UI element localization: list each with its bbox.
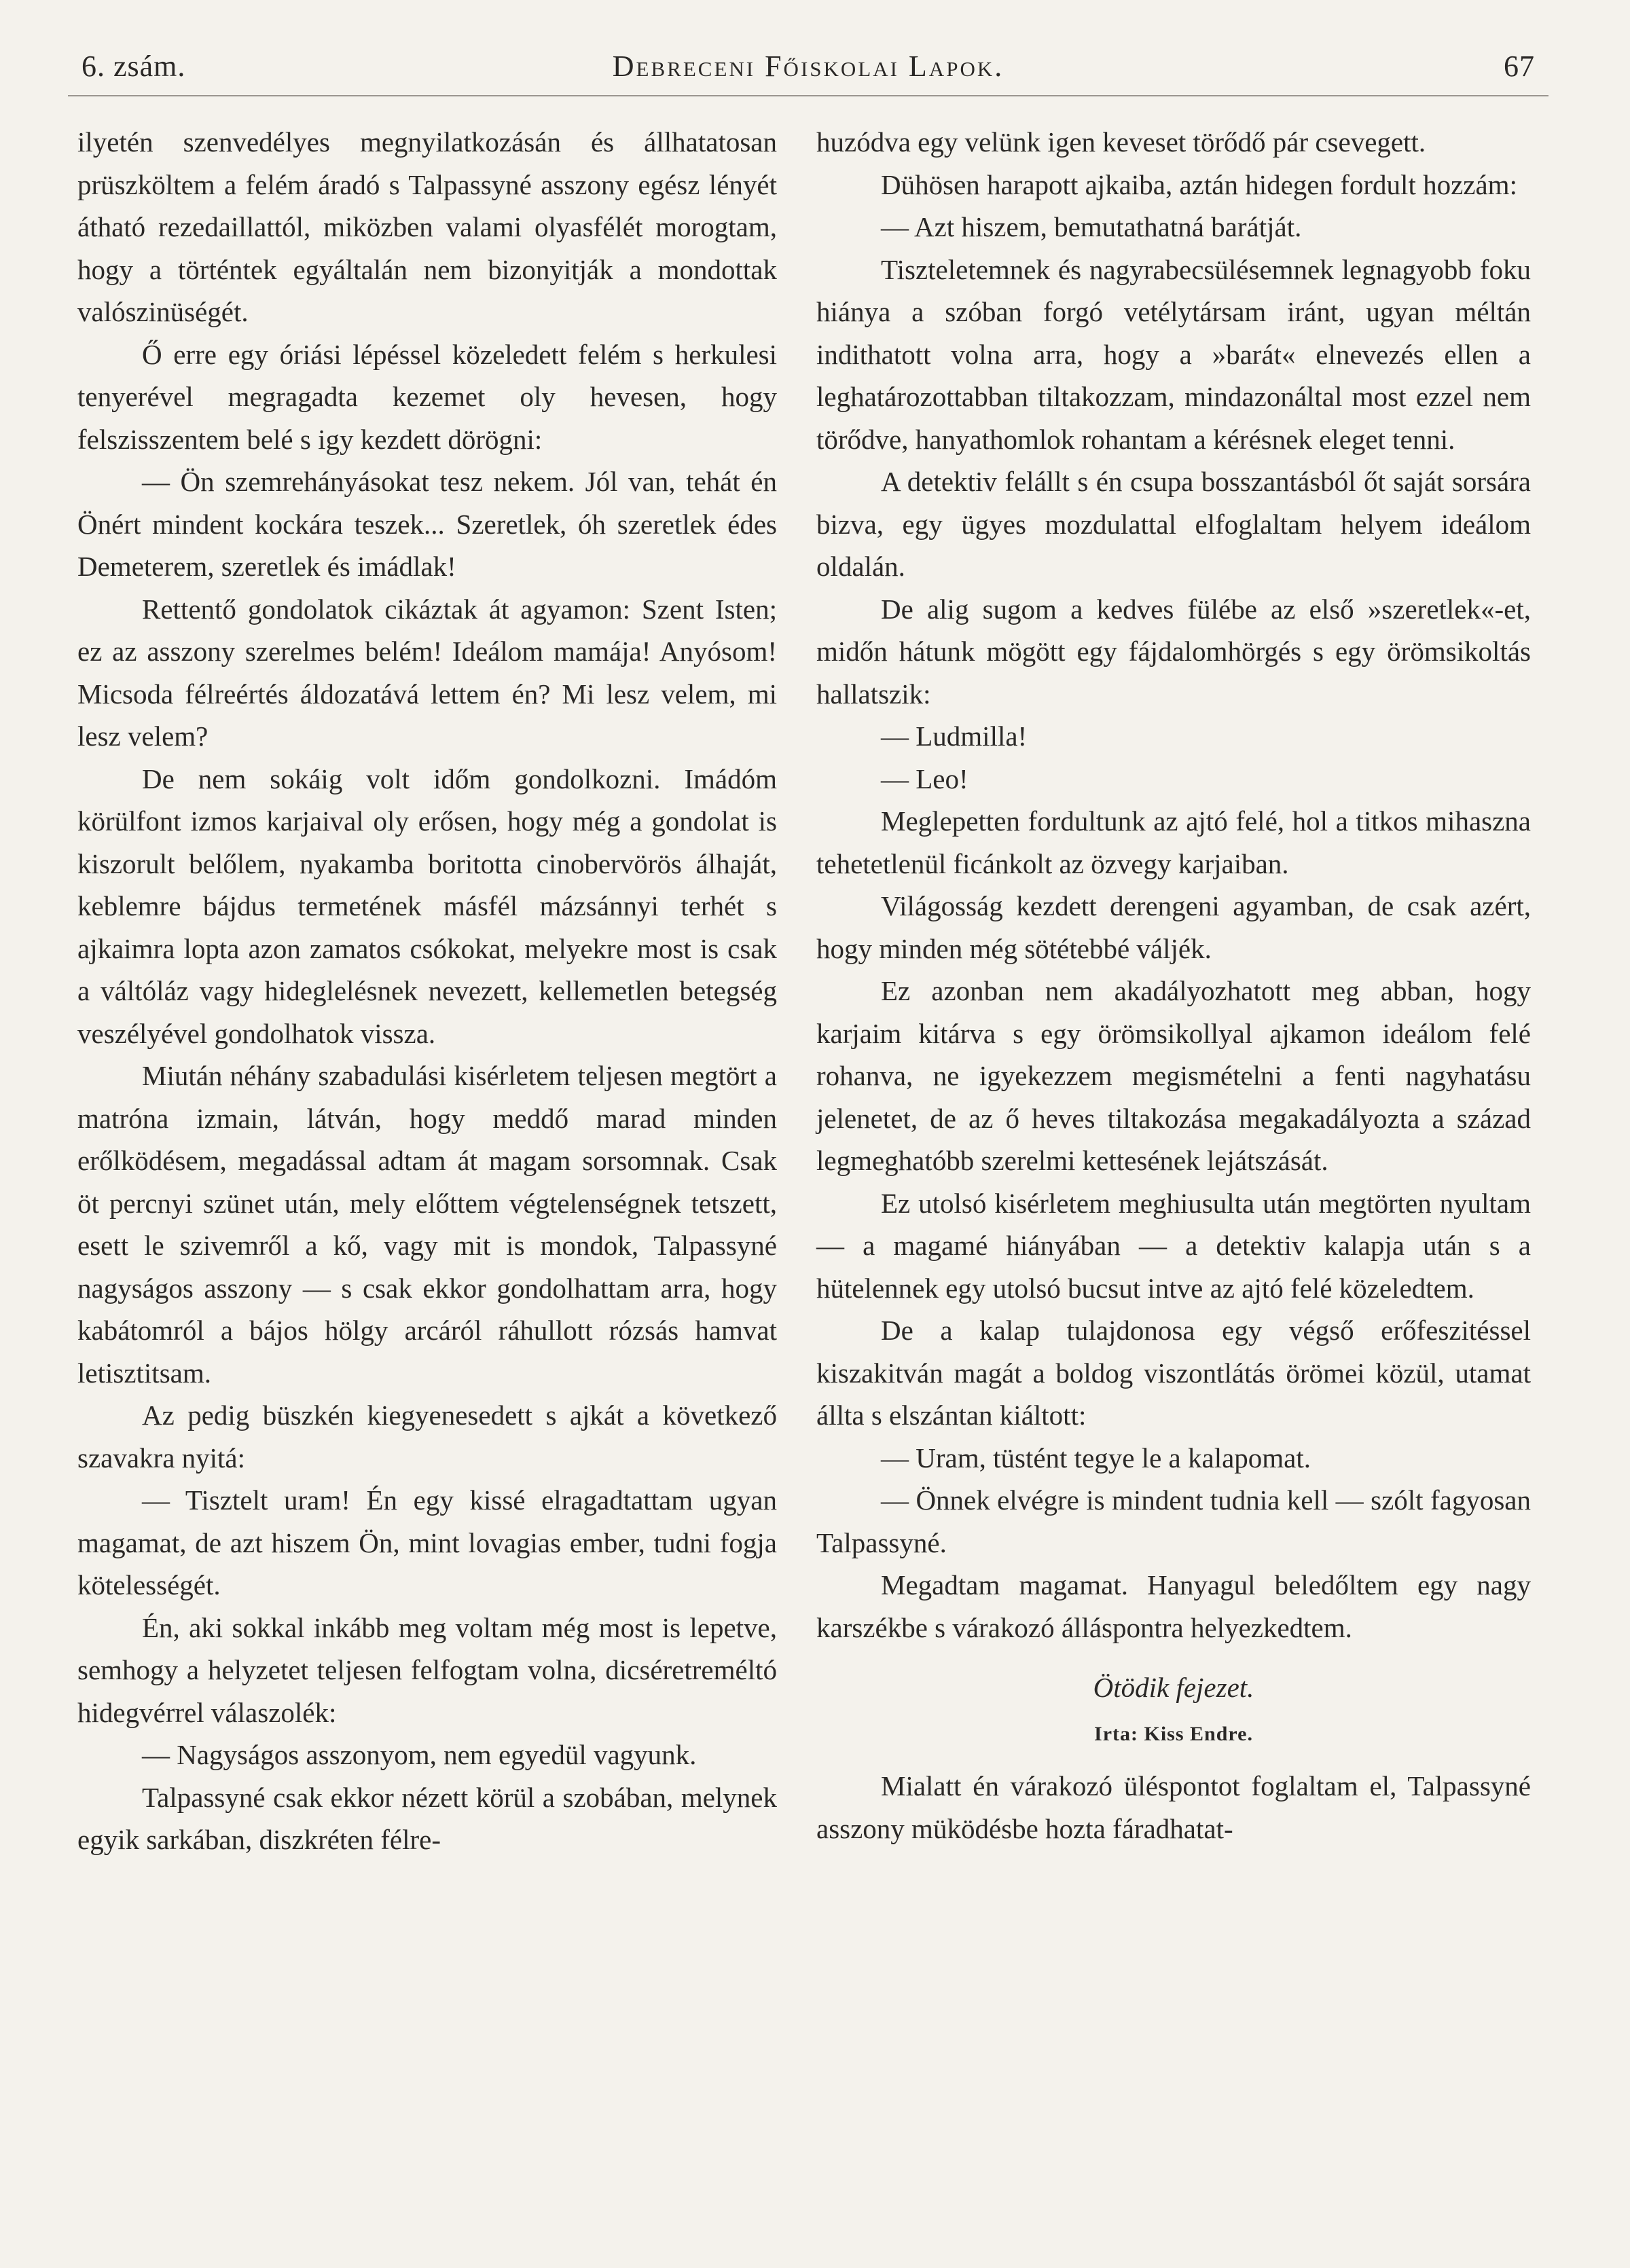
paragraph: Ez utolsó kisérletem meghiusulta után megtörten nyultam — a magamé hiányában — a detektiv kalapja után s a hütelennek egy utolsó bucsut intve az ajtó felé közeledtem.	[816, 1187, 1531, 1304]
paragraph: huzódva egy velünk igen keveset törődő pár csevegett.	[816, 126, 1426, 158]
page-header	[82, 49, 1535, 90]
paragraph: Ő erre egy óriási lépéssel közeledett felém s herkulesi tenyerével megragadta kezemet oly hevesen, hogy felszisszentem belé s igy kezdett dörögni:	[77, 338, 777, 455]
paragraph: Talpassyné csak ekkor nézett körül a szobában, melynek egyik sarkában, diszkréten félre-	[77, 1781, 777, 1855]
paragraph: — Ön szemrehányásokat tesz nekem. Jól van, tehát én Önért mindent kockára teszek... Szeretlek, óh szeretlek édes Demeterem, szeretlek és imádlak!	[77, 466, 777, 582]
page-number: 67	[1504, 50, 1535, 83]
paragraph: Meglepetten fordultunk az ajtó felé, hol a titkos mihaszna tehetetlenül ficánkolt az özvegy karjaiban.	[816, 805, 1531, 879]
paragraph: Ez azonban nem akadályozhatott meg abban, hogy karjaim kitárva s egy örömsikollyal ajkamon ideálom felé rohanva, ne igyekezzem megismételni a fenti nagyhatásu jelenetet, de az ő heves tiltakozása megakadályozta a század legmeghatóbb szerelmi kettesének lejátszását.	[816, 975, 1531, 1176]
paragraph: Rettentő gondolatok cikáztak át agyamon: Szent Isten; ez az asszony szerelmes belém! Ideálom mamája! Anyósom! Micsoda félreértés áldozatává lettem én? Mi lesz velem, mi lesz velem?	[77, 593, 777, 752]
left-column	[77, 121, 777, 1861]
paragraph: — Uram, tüstént tegye le a kalapomat.	[881, 1442, 1311, 1474]
paragraph: De a kalap tulajdonosa egy végső erőfeszitéssel kiszakitván magát a boldog viszontlátás örömei közül, utamat állta s elszántan kiáltott:	[816, 1315, 1531, 1431]
chapter-author: Irta: Kiss Endre.	[1094, 1722, 1253, 1745]
paragraph: Dühösen harapott ajkaiba, aztán hidegen fordult hozzám:	[881, 168, 1517, 200]
paragraph: — Azt hiszem, bemutathatná barátját.	[881, 211, 1302, 242]
paragraph: Tiszteletemnek és nagyrabecsülésemnek legnagyobb foku hiánya a szóban forgó vetélytársam iránt, ugyan méltán indithatott volna arra, hogy a »barát« elnevezés ellen a leghatározottabban tiltakozzam, mindazonáltal most ezzel nem törődve, hanyathomlok rohantam a kérésnek eleget tenni.	[816, 253, 1531, 455]
paragraph: — Önnek elvégre is mindent tudnia kell — szólt fagyosan Talpassyné.	[816, 1484, 1531, 1558]
paragraph: — Leo!	[881, 763, 968, 794]
chapter-title: Ötödik fejezet.	[1093, 1672, 1254, 1703]
right-column	[816, 121, 1531, 1850]
paragraph: ilyetén szenvedélyes megnyilatkozásán és állhatatosan prüszköltem a felém áradó s Talpassyné asszony egész lényét átható rezedaillattól, miközben valami olyasfélét morogtam, hogy a történtek egyáltalán nem bizonyitják a mondottak valószinüségét.	[77, 126, 777, 327]
paragraph: Én, aki sokkal inkább meg voltam még most is lepetve, semhogy a helyzetet teljesen felfogtam volna, dicséretreméltó hidegvérrel válaszolék:	[77, 1611, 777, 1728]
paragraph: — Tisztelt uram! Én egy kissé elragadtattam ugyan magamat, de azt hiszem Ön, mint lovagias ember, tudni fogja kötelességét.	[77, 1484, 777, 1601]
paragraph: — Nagyságos asszonyom, nem egyedül vagyunk.	[142, 1739, 697, 1770]
paragraph: A detektiv felállt s én csupa bosszantásból őt saját sorsára bizva, egy ügyes mozdulattal elfoglaltam helyem ideálom oldalán.	[816, 466, 1531, 582]
header-rule	[68, 95, 1548, 96]
paragraph: Az pedig büszkén kiegyenesedett s ajkát a következő szavakra nyitá:	[77, 1400, 777, 1474]
paragraph: De alig sugom a kedves fülébe az első »szeretlek«-et, midőn hátunk mögött egy fájdalomhörgés s egy örömsikoltás hallatszik:	[816, 593, 1531, 710]
paragraph: Mialatt én várakozó üléspontot foglaltam el, Talpassyné asszony müködésbe hozta fáradhatat-	[816, 1770, 1531, 1844]
issue-number: 6. zsám.	[82, 50, 186, 83]
journal-title: Debreceni Főiskolai Lapok.	[612, 50, 1004, 83]
paragraph: Miután néhány szabadulási kisérletem teljesen megtört a matróna izmain, látván, hogy meddő marad minden erőlködésem, megadással adtam át magam sorsomnak. Csak öt percnyi szünet után, mely előttem végtelenségnek tetszett, esett le szivemről a kő, vagy mit is mondok, Talpassyné nagyságos asszony — s csak ekkor gondolhattam arra, hogy kabátomról a bájos hölgy arcáról ráhullott rózsás hamvat letisztitsam.	[77, 1060, 777, 1389]
paragraph: — Ludmilla!	[881, 720, 1028, 752]
paragraph: De nem sokáig volt időm gondolkozni. Imádóm körülfont izmos karjaival oly erősen, hogy még a gondolat is kiszorult belőlem, nyakamba boritotta cinobervörös álhaját, keblemre bájdus termetének másfél mázsánnyi terhét s ajkaimra lopta azon zamatos csókokat, melyekre most is csak a váltóláz vagy hideglelésnek nevezett, kellemetlen betegség veszélyével gondolhatok vissza.	[77, 763, 777, 1049]
paragraph: Világosság kezdett derengeni agyamban, de csak azért, hogy minden még sötétebbé váljék.	[816, 890, 1531, 964]
paragraph: Megadtam magamat. Hanyagul beledőltem egy nagy karszékbe s várakozó álláspontra helyezkedtem.	[816, 1569, 1531, 1643]
